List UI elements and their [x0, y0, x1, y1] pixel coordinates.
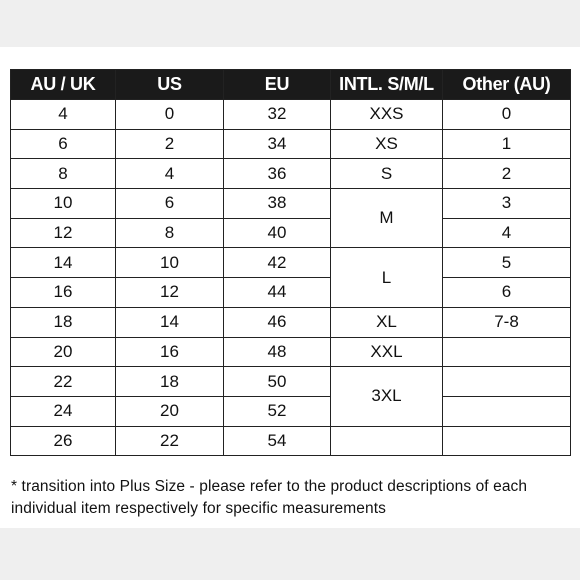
cell-au-uk: 22: [11, 367, 116, 397]
table-row: [11, 129, 571, 159]
table-row: [11, 396, 571, 426]
cell-other-au: [443, 367, 571, 397]
cell-us: 18: [116, 367, 224, 397]
cell-intl: XXS: [331, 100, 443, 130]
cell-eu: 52: [224, 396, 331, 426]
cell-eu: 44: [224, 278, 331, 308]
table-row: [11, 426, 571, 456]
cell-au-uk: 6: [11, 129, 116, 159]
cell-eu: 42: [224, 248, 331, 278]
cell-eu: 32: [224, 100, 331, 130]
cell-intl: L: [331, 248, 443, 307]
cell-other-au: 5: [443, 248, 571, 278]
cell-us: 10: [116, 248, 224, 278]
cell-other-au: 7-8: [443, 307, 571, 337]
cell-us: 16: [116, 337, 224, 367]
cell-intl: M: [331, 189, 443, 248]
header-au-uk: AU / UK: [11, 70, 116, 100]
cell-other-au: 2: [443, 159, 571, 189]
size-chart-sheet: [0, 47, 580, 528]
cell-au-uk: 4: [11, 100, 116, 130]
cell-other-au: [443, 426, 571, 456]
size-conversion-table: [10, 69, 571, 456]
header-row: [11, 70, 571, 100]
table-row: [11, 307, 571, 337]
cell-au-uk: 14: [11, 248, 116, 278]
cell-us: 14: [116, 307, 224, 337]
header-other-au: Other (AU): [443, 70, 571, 100]
cell-au-uk: 18: [11, 307, 116, 337]
cell-au-uk: 16: [11, 278, 116, 308]
cell-us: 12: [116, 278, 224, 308]
cell-other-au: 3: [443, 189, 571, 219]
cell-eu: 48: [224, 337, 331, 367]
cell-au-uk: 26: [11, 426, 116, 456]
header-eu: EU: [224, 70, 331, 100]
table-row: [11, 159, 571, 189]
cell-intl: XS: [331, 129, 443, 159]
table-row: [11, 218, 571, 248]
cell-eu: 34: [224, 129, 331, 159]
cell-us: 22: [116, 426, 224, 456]
plus-size-footnote: * transition into Plus Size - please refer to the product descriptions of each individual item respectively for specific measurements: [11, 478, 528, 517]
cell-other-au: 1: [443, 129, 571, 159]
cell-us: 4: [116, 159, 224, 189]
cell-other-au: 6: [443, 278, 571, 308]
cell-us: 8: [116, 218, 224, 248]
cell-eu: 50: [224, 367, 331, 397]
table-row: [11, 278, 571, 308]
cell-eu: 46: [224, 307, 331, 337]
header-us: US: [116, 70, 224, 100]
cell-intl: S: [331, 159, 443, 189]
cell-other-au: [443, 396, 571, 426]
cell-au-uk: 10: [11, 189, 116, 219]
cell-us: 2: [116, 129, 224, 159]
cell-intl: [331, 426, 443, 456]
cell-other-au: [443, 337, 571, 367]
cell-au-uk: 20: [11, 337, 116, 367]
table-row: [11, 367, 571, 397]
table-row: [11, 100, 571, 130]
cell-au-uk: 8: [11, 159, 116, 189]
cell-other-au: 0: [443, 100, 571, 130]
table-row: [11, 189, 571, 219]
cell-eu: 38: [224, 189, 331, 219]
cell-us: 6: [116, 189, 224, 219]
cell-us: 20: [116, 396, 224, 426]
cell-eu: 54: [224, 426, 331, 456]
table-row: [11, 248, 571, 278]
cell-eu: 36: [224, 159, 331, 189]
cell-intl: XL: [331, 307, 443, 337]
cell-intl: 3XL: [331, 367, 443, 426]
cell-au-uk: 12: [11, 218, 116, 248]
cell-intl: XXL: [331, 337, 443, 367]
table-row: [11, 337, 571, 367]
cell-us: 0: [116, 100, 224, 130]
cell-other-au: 4: [443, 218, 571, 248]
cell-au-uk: 24: [11, 396, 116, 426]
cell-eu: 40: [224, 218, 331, 248]
header-intl: INTL. S/M/L: [331, 70, 443, 100]
